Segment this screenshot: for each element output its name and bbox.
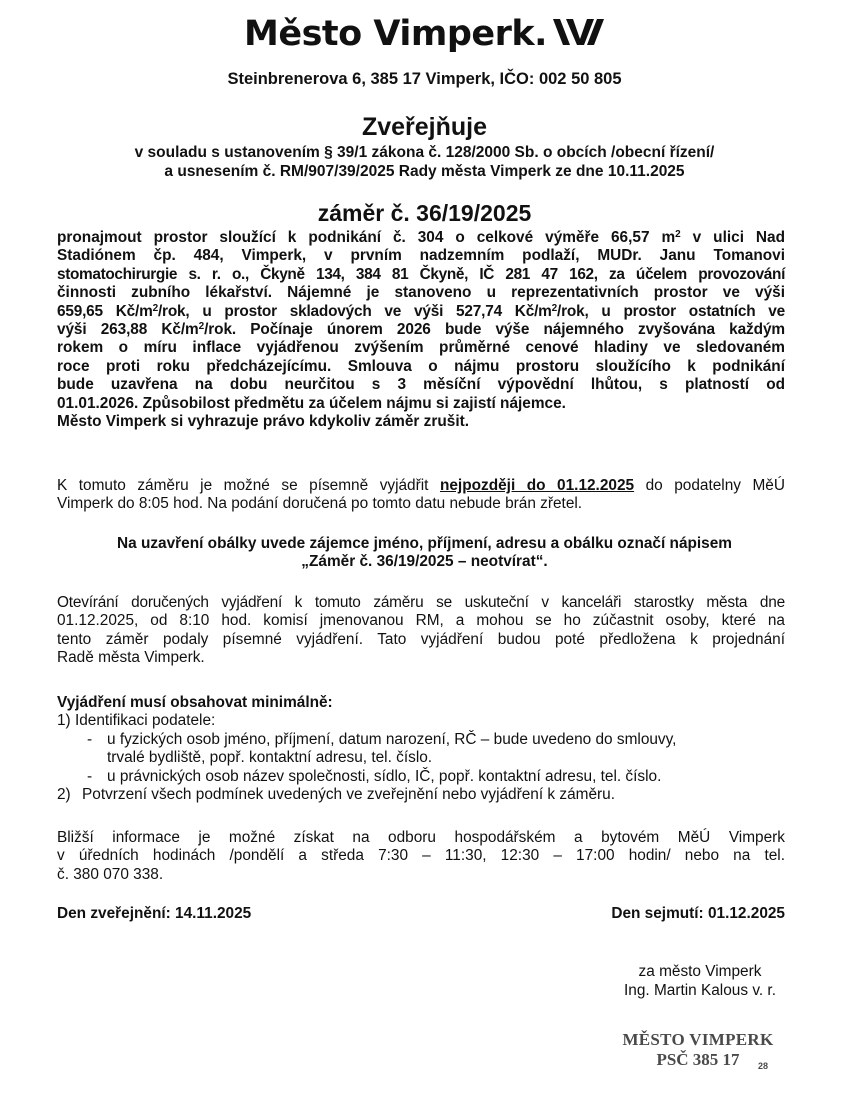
text-line: Radě města Vimperk. bbox=[57, 649, 205, 667]
text-line: u fyzických osob jméno, příjmení, datum narození, RČ – bude uvedeno do smlouvy, bbox=[107, 730, 677, 748]
city-address: Steinbrenerova 6, 385 17 Vimperk, IČO: 002 50 805 bbox=[227, 70, 622, 88]
superscript: 2 bbox=[198, 321, 205, 333]
list-number: 2) bbox=[57, 786, 71, 804]
official-stamp bbox=[618, 1030, 778, 1070]
signature-line: za město Vimperk bbox=[638, 963, 762, 980]
text-fragment: 659,65 Kč/m bbox=[57, 302, 153, 320]
envelope-notice bbox=[40, 535, 809, 572]
list-item: 1) Identifikaci podatele: bbox=[57, 712, 216, 730]
text-line: Otevírání doručených vyjádření k tomuto záměru se uskuteční v kanceláři starostky města dne bbox=[57, 594, 785, 611]
stamp-number: 28 bbox=[757, 1061, 768, 1071]
city-name: Město Vimperk. bbox=[244, 14, 547, 54]
text-fragment: K tomuto záměru je možné se písemně vyjádřit bbox=[57, 477, 440, 494]
publish-date: Den zveřejnění: 14.11.2025 bbox=[57, 905, 252, 922]
text-line bbox=[57, 303, 785, 321]
stamp-postcode: PSČ 385 17 bbox=[656, 1050, 740, 1069]
text-line: trvalé bydliště, popř. kontaktní adresu, tel. číslo. bbox=[107, 749, 433, 767]
announcement-heading: Zveřejňuje bbox=[361, 113, 488, 141]
text-line bbox=[57, 321, 785, 339]
sub-list-item bbox=[57, 768, 785, 786]
deadline-paragraph bbox=[57, 477, 785, 514]
superscript: 2 bbox=[551, 302, 558, 314]
text-line: u právnických osob název společnosti, sídlo, IČ, popř. kontaktní adresu, tel. číslo. bbox=[107, 767, 662, 785]
text-fragment: v ulici Nad bbox=[680, 229, 785, 246]
text-fragment: /rok, u prostor skladových ve výši 527,74 Kč/m bbox=[157, 302, 552, 320]
text-line: Město Vimperk si vyhrazuje právo kdykoliv záměr zrušit. bbox=[57, 413, 470, 431]
opening-paragraph bbox=[57, 594, 785, 668]
requirements-section bbox=[57, 694, 785, 804]
text-line: rokem o míru inflace vyjádřenou zvýšením průměrné cenové hladiny ve sledovaném bbox=[57, 339, 785, 357]
text-line: roce proti roku předcházejícímu. Smlouva o nájmu prostoru sloužícího k podnikání bbox=[57, 357, 785, 375]
stamp-line: MĚSTO VIMPERK bbox=[622, 1030, 774, 1049]
info-paragraph bbox=[57, 829, 785, 884]
text-line: Vimperk do 8:05 hod. Na podání doručená po tomto datu nebude brán zřetel. bbox=[57, 495, 583, 513]
text-fragment: Potvrzení všech podmínek uvedených ve zveřejnění nebo vyjádření k záměru. bbox=[82, 786, 615, 804]
text-line: v úředních hodinách /pondělí a středa 7:30 – 11:30, 12:30 – 17:00 hodin/ nebo na tel. bbox=[57, 847, 785, 865]
legal-basis-line: v souladu s ustanovením § 39/1 zákona č. 128/2000 Sb. o obcích /obecní řízení/ bbox=[134, 144, 715, 161]
text-line: č. 380 070 338. bbox=[57, 865, 164, 883]
signature-block bbox=[600, 962, 800, 1000]
text-line: 01.01.2026. Způsobilost předmětu za účelem nájmu si zajistí nájemce. bbox=[57, 394, 566, 412]
text-line: Na uzavření obálky uvede zájemce jméno, příjmení, adresu a obálku označí nápisem bbox=[117, 535, 732, 552]
stamp-line bbox=[618, 1050, 778, 1070]
text-fragment: /rok, u prostor ostatních ve bbox=[557, 302, 785, 320]
text-line: činnosti zubního lékařství. Nájemné je stanoveno u reprezentativních prostor ve výši bbox=[57, 284, 785, 302]
text-line: tento záměr podaly písemné vyjádření. Tato vyjádření budou poté předložena k projednání bbox=[57, 630, 785, 648]
text-fragment: pronajmout prostor sloužící k podnikání č. 304 o celkové výměře 66,57 m bbox=[57, 229, 676, 246]
text-fragment: /rok. Počínaje únorem 2026 bude výše nájemného zvyšována každým bbox=[204, 321, 785, 339]
sub-list-item bbox=[57, 731, 785, 768]
text-line: Bližší informace je možné získat na odboru hospodářském a bytovém MěÚ Vimperk bbox=[57, 829, 785, 846]
dates-row bbox=[57, 905, 785, 923]
removal-date: Den sejmutí: 01.12.2025 bbox=[611, 905, 785, 922]
city-logo bbox=[0, 14, 849, 56]
dash-bullet: - bbox=[87, 767, 93, 785]
text-fragment: výši 263,88 Kč/m bbox=[57, 321, 199, 339]
text-line bbox=[57, 477, 785, 495]
requirements-title: Vyjádření musí obsahovat minimálně: bbox=[57, 694, 333, 711]
text-line: „Záměr č. 36/19/2025 – neotvírat“. bbox=[301, 553, 548, 571]
intent-description bbox=[57, 229, 785, 431]
text-line: stomatochirurgie s. r. o., Čkyně 134, 384 81 Čkyně, IČ 281 47 162, za účelem provozování bbox=[57, 265, 785, 283]
text-fragment: do podatelny MěÚ bbox=[634, 477, 785, 494]
deadline-date: nejpozději do 01.12.2025 bbox=[439, 477, 635, 494]
dash-bullet: - bbox=[87, 730, 93, 748]
legal-basis bbox=[0, 143, 849, 181]
text-line bbox=[57, 229, 785, 247]
legal-basis-line: a usnesením č. RM/907/39/2025 Rady města Vimperk ze dne 10.11.2025 bbox=[164, 163, 685, 180]
text-line: 01.12.2025, od 8:10 hod. komisí jmenovanou RM, a mohou se ho zúčastnit osoby, které na bbox=[57, 612, 785, 630]
superscript: 2 bbox=[675, 229, 681, 240]
intent-title: záměr č. 36/19/2025 bbox=[317, 200, 532, 226]
text-line: bude uzavřena na dobu neurčitou s 3 měsíční výpovědní lhůtou, s platností od bbox=[57, 376, 785, 394]
vimperk-logo-mark-icon bbox=[553, 16, 605, 56]
superscript: 2 bbox=[152, 302, 158, 314]
text-line: Stadiónem čp. 484, Vimperk, v prvním nadzemním podlaží, MUDr. Janu Tomanovi bbox=[57, 247, 785, 265]
list-item bbox=[57, 786, 785, 804]
signatory-name: Ing. Martin Kalous v. r. bbox=[624, 982, 776, 999]
